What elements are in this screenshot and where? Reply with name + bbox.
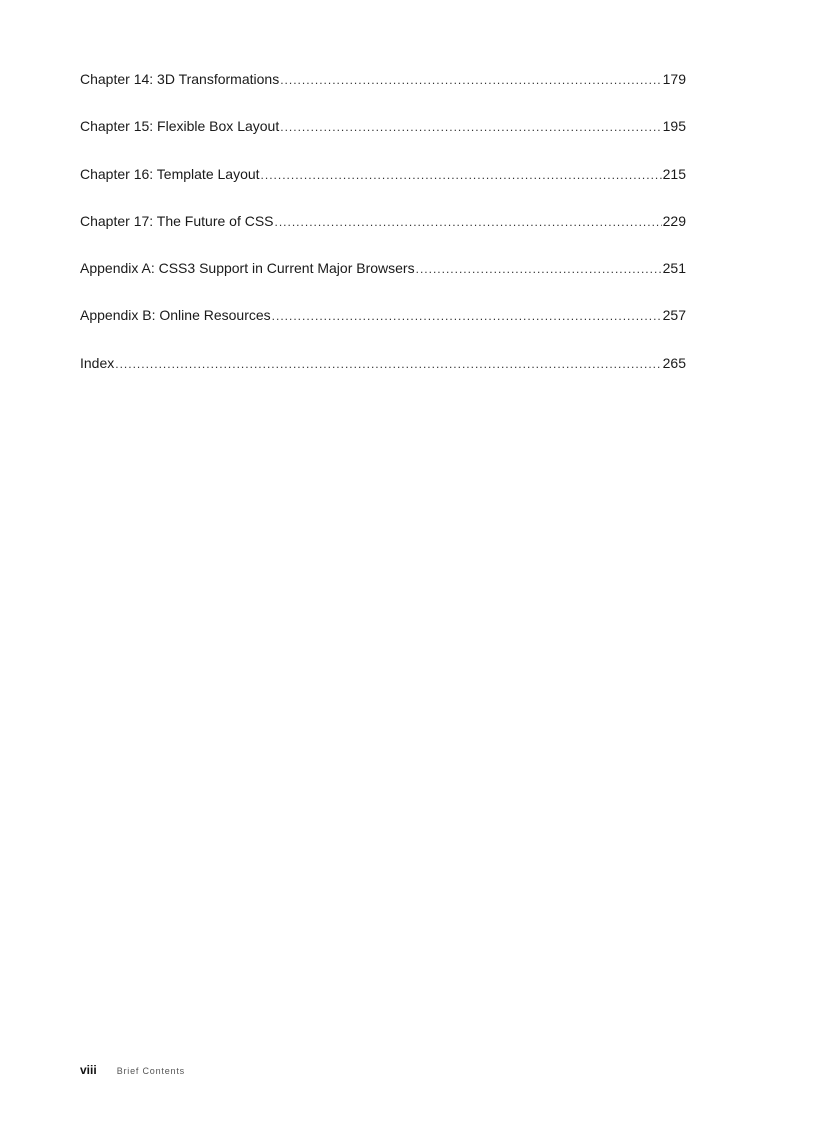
toc-entry-title: Chapter 15: Flexible Box Layout (80, 118, 280, 135)
toc-dot-leader (280, 117, 661, 137)
toc-entry-title: Appendix B: Online Resources (80, 307, 271, 324)
toc-entry-chapter-15 (80, 116, 686, 163)
toc-dot-leader (115, 354, 661, 374)
toc-dot-leader (416, 259, 662, 279)
toc-entry-title: Index (80, 354, 115, 371)
toc-entry-chapter-14 (80, 69, 686, 116)
toc-entry-title: Chapter 14: 3D Transformations (80, 71, 280, 87)
toc-entry-page: 215 (662, 165, 686, 182)
toc-entry-appendix-a (80, 258, 686, 305)
toc-entry-title: Appendix A: CSS3 Support in Current Major Browsers (80, 260, 415, 277)
toc-entry-page: 257 (662, 307, 686, 324)
toc-dot-leader (272, 306, 662, 326)
toc-dot-leader (280, 70, 661, 90)
table-of-contents (80, 69, 686, 400)
toc-entry-page: 265 (662, 354, 686, 371)
toc-entry-index (80, 353, 686, 400)
page-number: viii (80, 1063, 97, 1077)
toc-dot-leader (261, 165, 662, 185)
toc-entry-chapter-17 (80, 211, 686, 258)
toc-entry-page: 195 (662, 118, 686, 135)
running-head: Brief Contents (116, 1066, 185, 1076)
toc-entry-title: Chapter 17: The Future of CSS (80, 212, 274, 229)
toc-entry-title: Chapter 16: Template Layout (80, 165, 260, 182)
toc-entry-page: 179 (662, 71, 686, 87)
toc-entry-chapter-16 (80, 164, 686, 211)
toc-entry-appendix-b (80, 305, 686, 352)
toc-entry-page: 251 (662, 260, 686, 277)
toc-entry-page: 229 (662, 212, 686, 229)
page-footer (80, 1063, 185, 1077)
toc-dot-leader (275, 212, 662, 232)
